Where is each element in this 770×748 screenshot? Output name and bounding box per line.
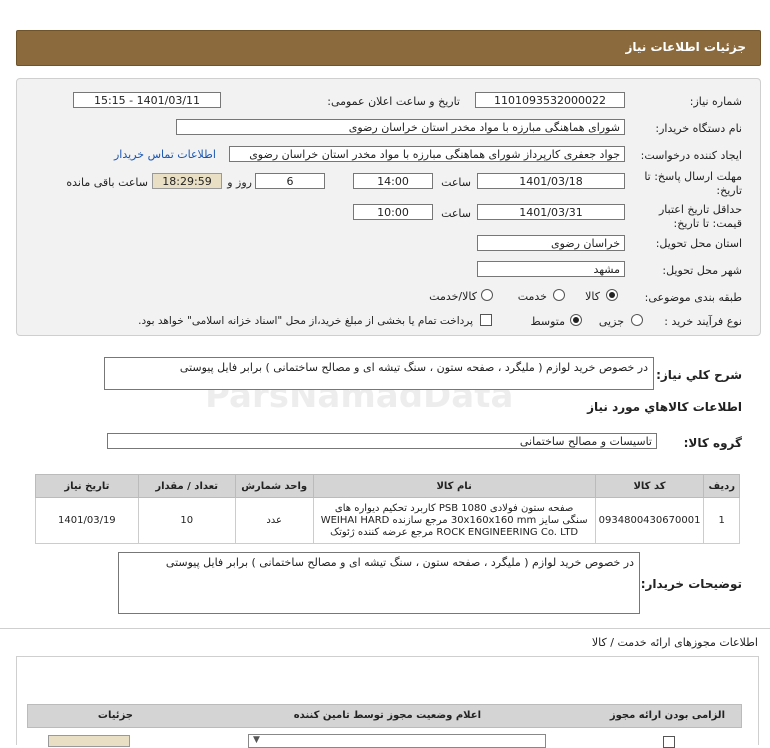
announce-label: تاریخ و ساعت اعلان عمومی:	[327, 95, 460, 108]
treasury-checkbox[interactable]	[480, 314, 492, 326]
need-number-field: 1101093532000022	[475, 92, 625, 108]
divider	[0, 628, 770, 629]
deadline-label: مهلت ارسال پاسخ: تا	[644, 170, 742, 183]
creator-field: جواد جعفری کارپرداز شورای هماهنگی مبارزه با مواد مخدر استان خراسان رضوی	[229, 146, 625, 162]
permit-details-button[interactable]	[48, 735, 130, 747]
row-unit: عدد	[235, 498, 313, 544]
deadline-date-field: 1401/03/18	[477, 173, 625, 189]
days-label: روز و	[227, 176, 252, 189]
col-qty: تعداد / مقدار	[138, 475, 235, 498]
buyer-org-label: نام دستگاه خریدار:	[655, 122, 742, 135]
category-label: طبقه بندی موضوعی:	[644, 291, 742, 304]
goods-table	[35, 474, 740, 544]
validity-time-field: 10:00	[353, 204, 433, 220]
summary-text: در خصوص خرید لوازم ( ملیگرد ، صفحه ستون ، سنگ تیشه ای و مصالح ساختمانی ) برابر فایل پیوستی	[104, 357, 654, 390]
deadline-time-field: 14:00	[353, 173, 433, 189]
buyer-contact-link[interactable]: اطلاعات تماس خریدار	[114, 148, 216, 161]
row-qty: 10	[138, 498, 235, 544]
category-radio-goods-service[interactable]	[481, 289, 493, 301]
days-field: 6	[255, 173, 325, 189]
permit-status-select[interactable]	[248, 734, 546, 748]
permits-table-header	[27, 704, 742, 728]
category-radio-goods[interactable]	[606, 289, 618, 301]
table-row	[36, 498, 740, 544]
row-name-line-2: سنگی سایز 30x160x160 mm مرجع سازنده WEIHAI HARD	[320, 514, 588, 526]
col-index: ردیف	[704, 475, 740, 498]
goods-group-field: تاسیسات و مصالح ساختمانی	[107, 433, 657, 449]
permits-col-details: جزئیات	[97, 710, 133, 721]
goods-section-title: اطلاعات کالاهاي مورد نياز	[587, 400, 742, 414]
category-radio-service[interactable]	[553, 289, 565, 301]
deadline-time-label: ساعت	[441, 176, 471, 189]
row-name-line-1: صفحه ستون فولادی PSB 1080 کاربرد تحکیم دیواره های	[334, 502, 574, 514]
goods-table-header	[36, 475, 740, 498]
row-code: 0934800430670001	[595, 498, 704, 544]
buyer-notes-text: در خصوص خرید لوازم ( ملیگرد ، صفحه ستون ، سنگ تیشه ای و مصالح ساختمانی ) برابر فایل پیوستی	[118, 552, 640, 614]
row-date: 1401/03/19	[36, 498, 139, 544]
col-unit: واحد شمارش	[235, 475, 313, 498]
process-option-medium: متوسط	[530, 315, 565, 328]
announce-field: 1401/03/11 - 15:15	[73, 92, 221, 108]
process-option-minor: جزیی	[598, 315, 624, 328]
validity-label: حداقل تاریخ اعتبار	[658, 203, 742, 216]
process-radio-medium[interactable]	[570, 314, 582, 326]
permits-col-status: اعلام وضعیت مجوز توسط تامین کننده	[293, 710, 481, 721]
permit-required-checkbox[interactable]	[663, 736, 675, 748]
city-field: مشهد	[477, 261, 625, 277]
category-option-goods: کالا	[585, 290, 600, 303]
header-bar	[16, 30, 761, 66]
validity-time-label: ساعت	[441, 207, 471, 220]
page-title: جزئیات اطلاعات نیاز	[625, 40, 746, 54]
remaining-label: ساعت باقی مانده	[66, 176, 148, 189]
province-field: خراسان رضوی	[477, 235, 625, 251]
col-name: نام کالا	[313, 475, 595, 498]
creator-label: ایجاد کننده درخواست:	[640, 149, 742, 162]
permits-col-required: الزامی بودن ارائه مجوز	[609, 710, 725, 721]
buyer-org-field: شورای هماهنگی مبارزه با مواد مخدر استان خراسان رضوی	[176, 119, 625, 135]
permits-panel	[16, 656, 759, 745]
validity-label-date: قیمت: تا تاریخ:	[673, 217, 742, 230]
summary-label: شرح کلي نياز:	[656, 368, 742, 382]
permits-section-title: اطلاعات مجوزهای ارائه خدمت / کالا	[591, 636, 758, 649]
row-name	[313, 498, 595, 544]
chevron-down-icon: ▼	[253, 735, 260, 745]
row-index: 1	[704, 498, 740, 544]
deadline-label-date: تاریخ:	[716, 184, 742, 197]
category-option-goods-service: کالا/خدمت	[429, 290, 477, 303]
treasury-note: پرداخت تمام یا بخشی از مبلغ خرید،از محل "اسناد خزانه اسلامی" خواهد بود.	[138, 315, 473, 327]
goods-group-label: گروه کالا:	[683, 436, 742, 450]
city-label: شهر محل تحویل:	[662, 264, 742, 277]
category-option-service: خدمت	[517, 290, 547, 303]
col-code: کد کالا	[595, 475, 704, 498]
process-radio-minor[interactable]	[631, 314, 643, 326]
remaining-time-field: 18:29:59	[152, 173, 222, 189]
province-label: استان محل تحویل:	[655, 237, 742, 250]
need-number-label: شماره نیاز:	[689, 95, 742, 108]
row-name-line-3: ROCK ENGINEERING Co. LTD مرجع عرضه کننده ژئوتک	[330, 526, 579, 538]
process-label: نوع فرآیند خرید :	[664, 315, 742, 328]
validity-date-field: 1401/03/31	[477, 204, 625, 220]
col-date: تاریخ نیاز	[36, 475, 139, 498]
buyer-notes-label: توضیحات خریدار:	[640, 577, 742, 591]
